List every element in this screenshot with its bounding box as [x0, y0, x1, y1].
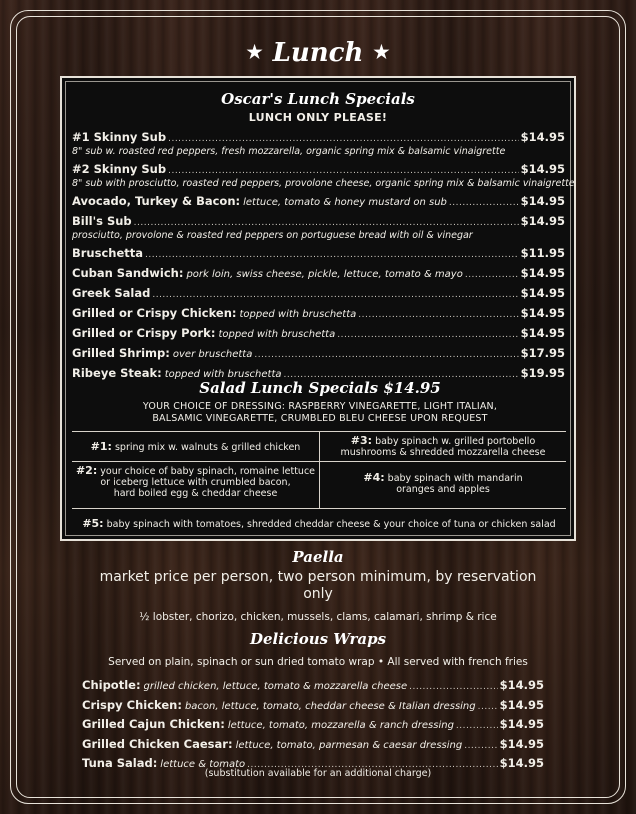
item-description: pork loin, swiss cheese, pickle, lettuce, tomato & mayo: [186, 269, 463, 280]
item-price: $14.95: [520, 214, 565, 228]
chalkboard-panel: [60, 76, 576, 541]
item-name: Avocado, Turkey & Bacon:: [72, 194, 241, 208]
salad-number: #1:: [90, 440, 112, 453]
item-name: Ribeye Steak:: [72, 366, 162, 380]
item-description: 8" sub with prosciutto, roasted red peppers, provolone cheese, organic spring mix & balsamic vinaigrette: [72, 178, 575, 189]
menu-item: [72, 214, 565, 242]
item-name: #2 Skinny Sub: [72, 162, 167, 176]
menu-item: [72, 346, 565, 362]
salad-number: #4:: [363, 471, 385, 484]
menu-item: [82, 697, 544, 717]
menu-item: [72, 286, 565, 302]
paella-ingredients: ½ lobster, chorizo, chicken, mussels, clams, calamari, shrimp & rice: [139, 611, 497, 623]
menu-item: [72, 306, 565, 322]
salad-description: spring mix w. walnuts & grilled chicken: [114, 442, 301, 453]
lunch-only-note: LUNCH ONLY PLEASE!: [248, 111, 388, 124]
item-description: bacon, lettuce, tomato, cheddar cheese & Italian dressing: [184, 700, 476, 712]
salad-number: #5:: [82, 517, 104, 530]
item-description: topped with bruschetta: [164, 369, 282, 380]
item-name: Cuban Sandwich:: [72, 266, 184, 280]
salad-option-5: [72, 517, 566, 530]
wraps-items-list: [82, 677, 544, 775]
menu-item: [72, 194, 565, 210]
item-description: lettuce, tomato, parmesan & caesar dressing: [235, 739, 463, 751]
item-name: Grilled or Crispy Pork:: [72, 326, 216, 340]
salad-description: baby spinach with tomatoes, shredded cheddar cheese & your choice of tuna or chicken salad: [106, 519, 556, 530]
paella-section: [0, 548, 636, 623]
item-name: Chipotle:: [82, 678, 141, 692]
salad-description: baby spinach with mandarin: [387, 473, 523, 484]
item-price: $11.95: [520, 246, 565, 260]
star-icon: ★: [373, 42, 390, 63]
item-description: lettuce, tomato, mozzarella & ranch dressing: [227, 720, 454, 731]
item-description: topped with bruschetta: [239, 309, 357, 320]
wraps-note: Served on plain, spinach or sun dried tomato wrap • All served with french fries: [108, 656, 528, 668]
item-description: 8" sub w. roasted red peppers, fresh mozzarella, organic spring mix & balsamic vinaigrette: [72, 146, 506, 157]
salad-option-3: [320, 435, 566, 458]
paella-pricing-line: market price per person, two person minimum, by reservation: [99, 569, 537, 585]
item-price: $14.95: [499, 717, 544, 731]
item-price: $14.95: [499, 756, 544, 770]
salad-description: baby spinach w. grilled portobello: [375, 436, 536, 447]
item-price: $14.95: [520, 326, 565, 340]
item-price: $14.95: [499, 678, 544, 692]
menu-item: [72, 266, 565, 282]
salad-description: or iceberg lettuce with crumbled bacon,: [100, 477, 291, 488]
menu-title-text: Lunch: [272, 38, 364, 68]
item-price: $17.95: [520, 346, 565, 360]
salad-option-4: [320, 472, 566, 495]
item-price: $14.95: [520, 130, 565, 144]
item-description: over bruschetta: [172, 349, 253, 360]
item-description: lettuce & tomato: [160, 759, 246, 770]
item-description: prosciutto, provolone & roasted red peppers on portuguese bread with oil & vinegar: [72, 230, 473, 241]
paella-title: Paella: [292, 548, 344, 566]
item-name: Bruschetta: [72, 246, 144, 260]
item-price: $14.95: [499, 697, 544, 712]
salad-number: #2:: [75, 464, 98, 477]
dressing-line: BALSAMIC VINEGARETTE, CRUMBLED BLEU CHEESE UPON REQUEST: [152, 413, 488, 424]
item-price: $19.95: [520, 366, 565, 380]
item-name: Crispy Chicken:: [82, 697, 182, 712]
item-price: $14.95: [520, 306, 565, 320]
item-description: lettuce, tomato & honey mustard on sub: [243, 197, 447, 208]
item-name: Grilled or Crispy Chicken:: [72, 306, 237, 320]
menu-title: [0, 38, 636, 68]
oscars-specials-title: Oscar's Lunch Specials: [221, 90, 415, 108]
item-name: Grilled Chicken Caesar:: [82, 736, 233, 751]
dressing-line: YOUR CHOICE OF DRESSING: RASPBERRY VINEGARETTE, LIGHT ITALIAN,: [142, 401, 498, 412]
star-icon: ★: [246, 42, 263, 63]
item-price: $14.95: [520, 162, 565, 176]
menu-item: [72, 162, 575, 190]
item-name: Grilled Cajun Chicken:: [82, 717, 225, 731]
item-price: $14.95: [520, 266, 565, 280]
menu-item: [82, 677, 544, 697]
substitution-note: (substitution available for an additional charge): [204, 768, 432, 779]
salad-description: your choice of baby spinach, romaine lettuce: [100, 466, 316, 477]
salad-specials-title: Salad Lunch Specials $14.95: [199, 379, 441, 397]
salad-option-1: [72, 441, 319, 453]
item-name: Bill's Sub: [72, 214, 132, 228]
item-description: topped with bruschetta: [218, 329, 336, 340]
dressing-options: [62, 401, 578, 425]
salad-number: #3:: [350, 434, 373, 447]
menu-item: [82, 736, 544, 756]
item-name: #1 Skinny Sub: [72, 130, 167, 144]
salad-description: mushrooms & shredded mozzarella cheese: [340, 447, 546, 458]
salad-description: oranges and apples: [396, 484, 490, 495]
item-price: $14.95: [520, 286, 565, 300]
item-name: Grilled Shrimp:: [72, 346, 170, 360]
wraps-section: [0, 630, 636, 779]
wraps-title: Delicious Wraps: [249, 630, 387, 648]
salad-specials-header: [62, 379, 578, 425]
salad-option-2: [72, 465, 319, 499]
paella-pricing: [0, 569, 636, 603]
item-price: $14.95: [499, 736, 544, 751]
menu-item: [72, 326, 565, 342]
menu-item: [72, 130, 565, 158]
item-description: grilled chicken, lettuce, tomato & mozzarella cheese: [143, 681, 408, 692]
item-name: Tuna Salad:: [82, 756, 158, 770]
menu-item: [82, 716, 544, 736]
oscars-items-list: [72, 130, 575, 382]
salad-grid: [72, 431, 566, 509]
paella-pricing-line: only: [303, 586, 333, 602]
salad-description: hard boiled egg & cheddar cheese: [113, 488, 278, 499]
menu-item: [72, 246, 565, 262]
item-price: $14.95: [520, 194, 565, 208]
item-name: Greek Salad: [72, 286, 151, 300]
